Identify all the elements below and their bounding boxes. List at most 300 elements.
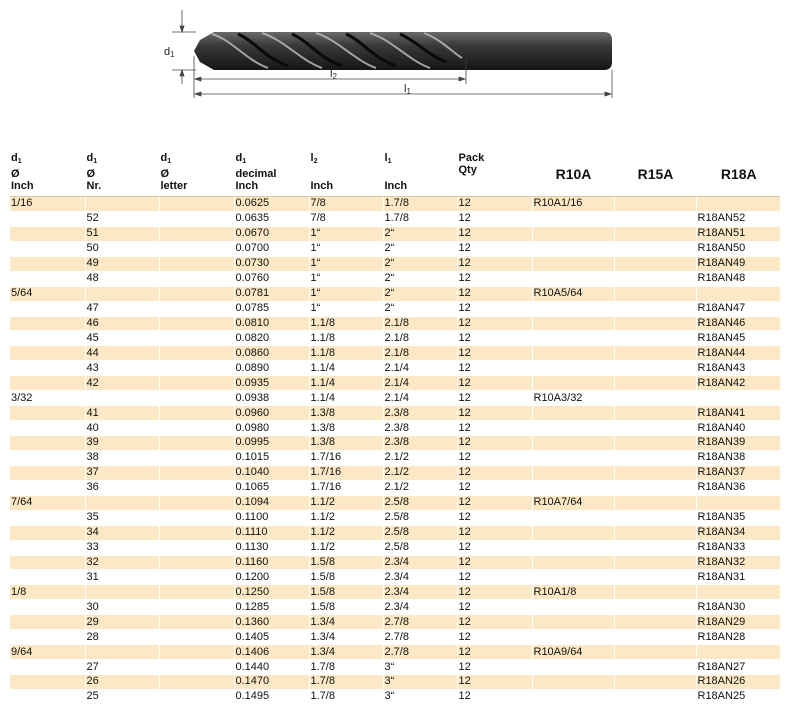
table-cell: R18AN48 (696, 271, 780, 286)
table-cell: 0.0810 (234, 316, 309, 331)
table-cell: 7/8 (309, 197, 383, 212)
table-cell (532, 376, 614, 391)
table-cell: 1.1/2 (309, 495, 383, 510)
table-cell: 0.1015 (234, 450, 309, 465)
table-cell (532, 331, 614, 346)
table-cell: 27 (85, 660, 159, 675)
table-cell (532, 540, 614, 555)
table-cell: 0.0995 (234, 436, 309, 451)
table-cell: 0.1360 (234, 615, 309, 630)
table-cell (10, 256, 85, 271)
table-cell: 12 (457, 450, 532, 465)
table-cell (532, 346, 614, 361)
table-cell (159, 450, 234, 465)
table-cell: 0.0960 (234, 406, 309, 421)
table-cell (532, 555, 614, 570)
table-cell: 12 (457, 689, 532, 704)
table-cell: 29 (85, 615, 159, 630)
table-cell (10, 226, 85, 241)
table-cell: R18AN32 (696, 555, 780, 570)
table-cell: R18AN36 (696, 480, 780, 495)
table-cell: 38 (85, 450, 159, 465)
table-cell: 45 (85, 331, 159, 346)
table-cell (532, 480, 614, 495)
table-cell (696, 286, 780, 301)
table-cell: 12 (457, 585, 532, 600)
table-cell: 2“ (383, 226, 457, 241)
table-cell: 0.1440 (234, 660, 309, 675)
table-cell (532, 570, 614, 585)
table-cell (159, 495, 234, 510)
table-cell: 1.3/8 (309, 406, 383, 421)
table-cell (614, 495, 696, 510)
header-d1-inch: $d_1$ Ø Inch (10, 152, 85, 197)
table-cell: R10A5/64 (532, 286, 614, 301)
table-cell: R18AN41 (696, 406, 780, 421)
table-cell (159, 226, 234, 241)
table-cell: 1/16 (10, 197, 85, 212)
table-row (10, 256, 780, 271)
table-cell: 12 (457, 675, 532, 690)
table-cell (10, 346, 85, 361)
table-cell: 1.5/8 (309, 555, 383, 570)
drill-specification-table (10, 152, 780, 705)
table-cell (159, 585, 234, 600)
table-cell: 12 (457, 361, 532, 376)
table-cell: 12 (457, 510, 532, 525)
table-cell: 2.7/8 (383, 645, 457, 660)
table-cell (614, 600, 696, 615)
table-cell: 7/8 (309, 211, 383, 226)
table-cell: 9/64 (10, 645, 85, 660)
l1-dimension-label: l1 (404, 83, 411, 96)
table-cell: 1.7/8 (309, 660, 383, 675)
table-cell: 1.1/2 (309, 510, 383, 525)
table-cell (10, 660, 85, 675)
table-cell: R18AN47 (696, 301, 780, 316)
table-cell (10, 450, 85, 465)
table-cell (532, 226, 614, 241)
table-cell: 1.1/8 (309, 346, 383, 361)
table-cell: R18AN40 (696, 421, 780, 436)
table-cell: 3“ (383, 675, 457, 690)
table-cell: 2.1/4 (383, 361, 457, 376)
table-row (10, 450, 780, 465)
table-cell: R18AN45 (696, 331, 780, 346)
table-cell (10, 376, 85, 391)
table-row (10, 480, 780, 495)
table-cell: 12 (457, 540, 532, 555)
table-cell (159, 241, 234, 256)
table-cell (85, 585, 159, 600)
table-cell (696, 495, 780, 510)
table-cell (159, 406, 234, 421)
table-cell: 42 (85, 376, 159, 391)
table-cell (614, 645, 696, 660)
table-cell: R18AN29 (696, 615, 780, 630)
table-cell: 0.0935 (234, 376, 309, 391)
table-cell: 48 (85, 271, 159, 286)
table-cell: 0.0785 (234, 301, 309, 316)
table-cell (614, 256, 696, 271)
table-cell (614, 480, 696, 495)
table-cell: 3“ (383, 660, 457, 675)
table-cell (159, 271, 234, 286)
table-cell: 1.5/8 (309, 600, 383, 615)
table-cell (614, 689, 696, 704)
table-cell: 0.1406 (234, 645, 309, 660)
table-row (10, 316, 780, 331)
table-cell: 0.1250 (234, 585, 309, 600)
table-cell: R18AN27 (696, 660, 780, 675)
table-cell (532, 600, 614, 615)
table-cell (532, 436, 614, 451)
table-body (10, 197, 780, 705)
table-cell: 12 (457, 316, 532, 331)
table-cell: 12 (457, 256, 532, 271)
table-cell (532, 361, 614, 376)
table-cell: R18AN39 (696, 436, 780, 451)
table-cell: 0.1200 (234, 570, 309, 585)
table-row (10, 630, 780, 645)
table-cell: 26 (85, 675, 159, 690)
table-cell: 2.1/2 (383, 465, 457, 480)
table-cell: 0.0760 (234, 271, 309, 286)
table-cell (532, 450, 614, 465)
table-cell (159, 660, 234, 675)
table-cell: 1.7/8 (383, 211, 457, 226)
table-cell: 2.1/2 (383, 480, 457, 495)
table-cell: 0.0890 (234, 361, 309, 376)
header-d1-decimal: $d_1$ decimal Inch (234, 152, 309, 197)
table-cell: 0.1040 (234, 465, 309, 480)
header-series-r10a: R10A (532, 152, 614, 197)
table-cell (10, 689, 85, 704)
table-cell: 1.7/8 (309, 689, 383, 704)
table-row (10, 286, 780, 301)
table-cell: 12 (457, 226, 532, 241)
table-row (10, 660, 780, 675)
table-cell: 5/64 (10, 286, 85, 301)
table-cell: 0.0781 (234, 286, 309, 301)
table-row (10, 436, 780, 451)
table-cell: 1.3/4 (309, 630, 383, 645)
table-cell: 1.7/16 (309, 465, 383, 480)
table-cell (532, 211, 614, 226)
table-cell: 3“ (383, 689, 457, 704)
table-cell: 2.3/4 (383, 570, 457, 585)
table-cell: 2.7/8 (383, 615, 457, 630)
table-cell: R18AN42 (696, 376, 780, 391)
table-cell (85, 495, 159, 510)
table-cell: R18AN25 (696, 689, 780, 704)
table-header-row (10, 152, 780, 197)
table-cell: 2“ (383, 241, 457, 256)
table-cell: R18AN33 (696, 540, 780, 555)
table-cell (614, 510, 696, 525)
table-row (10, 361, 780, 376)
table-cell: 0.1110 (234, 525, 309, 540)
table-cell: 39 (85, 436, 159, 451)
table-cell (10, 570, 85, 585)
table-cell: 32 (85, 555, 159, 570)
table-cell: 2.3/8 (383, 421, 457, 436)
table-cell: R18AN34 (696, 525, 780, 540)
table-cell (159, 256, 234, 271)
table-row (10, 615, 780, 630)
table-cell: 12 (457, 660, 532, 675)
table-row (10, 675, 780, 690)
table-cell: 1.1/8 (309, 331, 383, 346)
table-cell (159, 615, 234, 630)
table-cell: R10A3/32 (532, 391, 614, 406)
table-cell (532, 301, 614, 316)
table-cell (614, 406, 696, 421)
table-cell: 2.1/8 (383, 331, 457, 346)
table-cell: 1.1/4 (309, 391, 383, 406)
table-row (10, 555, 780, 570)
table-cell: 1.1/2 (309, 525, 383, 540)
table-cell (159, 376, 234, 391)
table-cell: 43 (85, 361, 159, 376)
l2-dimension-label: l2 (330, 68, 337, 81)
header-pack-qty: Pack Qty (457, 152, 532, 197)
table-cell (10, 465, 85, 480)
drill-bit-illustration (194, 32, 612, 70)
table-cell: 2.1/8 (383, 316, 457, 331)
table-cell (614, 675, 696, 690)
table-cell: 12 (457, 286, 532, 301)
table-cell (614, 241, 696, 256)
table-row (10, 211, 780, 226)
table-cell: R18AN46 (696, 316, 780, 331)
table-row (10, 271, 780, 286)
table-cell: R10A1/8 (532, 585, 614, 600)
table-cell: 50 (85, 241, 159, 256)
table-cell (159, 421, 234, 436)
table-cell (10, 480, 85, 495)
table-cell (10, 600, 85, 615)
table-cell (614, 465, 696, 480)
table-cell (159, 689, 234, 704)
table-row (10, 391, 780, 406)
table-cell: 2.3/4 (383, 600, 457, 615)
table-cell: R10A1/16 (532, 197, 614, 212)
table-cell: R18AN30 (696, 600, 780, 615)
table-row (10, 600, 780, 615)
table-row (10, 525, 780, 540)
table-cell: 31 (85, 570, 159, 585)
table-cell (10, 675, 85, 690)
table-cell: 1.1/2 (309, 540, 383, 555)
table-cell: 2“ (383, 286, 457, 301)
table-cell: 1.5/8 (309, 570, 383, 585)
drill-bit-dimension-drawing (0, 0, 790, 110)
table-cell: R18AN52 (696, 211, 780, 226)
table-cell: 0.1065 (234, 480, 309, 495)
table-cell: 1“ (309, 241, 383, 256)
table-cell (696, 645, 780, 660)
table-cell (614, 391, 696, 406)
table-cell: 1“ (309, 271, 383, 286)
table-cell: 51 (85, 226, 159, 241)
table-cell (10, 271, 85, 286)
table-cell: 2“ (383, 256, 457, 271)
table-cell: 0.1160 (234, 555, 309, 570)
table-cell: 33 (85, 540, 159, 555)
table-cell (10, 421, 85, 436)
table-cell (85, 391, 159, 406)
table-cell: 34 (85, 525, 159, 540)
header-series-r18a: R18A (696, 152, 780, 197)
table-cell: 1“ (309, 226, 383, 241)
table-cell (85, 197, 159, 212)
table-cell (532, 675, 614, 690)
table-cell: 35 (85, 510, 159, 525)
table-cell: 1.3/8 (309, 436, 383, 451)
header-d1-number: $d_1$ Ø Nr. (85, 152, 159, 197)
table-cell (614, 555, 696, 570)
table-cell (696, 391, 780, 406)
table-cell (614, 197, 696, 212)
table-cell: 12 (457, 630, 532, 645)
table-cell: R18AN35 (696, 510, 780, 525)
table-cell: 2.3/4 (383, 555, 457, 570)
table-cell (532, 689, 614, 704)
table-cell: 12 (457, 391, 532, 406)
table-cell: 12 (457, 525, 532, 540)
table-cell: 2.1/4 (383, 376, 457, 391)
table-cell (159, 555, 234, 570)
table-cell: 1“ (309, 286, 383, 301)
table-cell: 12 (457, 615, 532, 630)
table-cell (614, 660, 696, 675)
table-cell (10, 406, 85, 421)
table-row (10, 540, 780, 555)
table-cell (614, 585, 696, 600)
table-cell (10, 615, 85, 630)
table-cell: R18AN43 (696, 361, 780, 376)
table-cell (10, 555, 85, 570)
table-cell (159, 465, 234, 480)
table-cell: 49 (85, 256, 159, 271)
table-cell: 2.5/8 (383, 510, 457, 525)
table-cell: 0.0625 (234, 197, 309, 212)
table-cell: 28 (85, 630, 159, 645)
table-cell: 0.0635 (234, 211, 309, 226)
table-cell (614, 436, 696, 451)
table-cell (10, 211, 85, 226)
table-cell: 0.0938 (234, 391, 309, 406)
table-cell: 40 (85, 421, 159, 436)
table-cell (532, 406, 614, 421)
table-cell (614, 376, 696, 391)
table-cell: R18AN26 (696, 675, 780, 690)
table-cell (159, 286, 234, 301)
table-cell: 12 (457, 480, 532, 495)
table-cell: 2“ (383, 301, 457, 316)
header-series-r15a: R15A (614, 152, 696, 197)
table-cell (159, 630, 234, 645)
table-cell (159, 436, 234, 451)
table-cell (10, 510, 85, 525)
table-cell: 7/64 (10, 495, 85, 510)
table-cell (10, 630, 85, 645)
table-cell: 12 (457, 376, 532, 391)
table-cell: 36 (85, 480, 159, 495)
table-cell (614, 540, 696, 555)
table-cell (10, 436, 85, 451)
table-cell (614, 525, 696, 540)
table-cell: 46 (85, 316, 159, 331)
table-cell (614, 630, 696, 645)
table-cell: 2.1/8 (383, 346, 457, 361)
table-cell (159, 316, 234, 331)
table-cell (614, 570, 696, 585)
table-cell: 47 (85, 301, 159, 316)
table-cell: 2.7/8 (383, 630, 457, 645)
table-cell: 2.5/8 (383, 525, 457, 540)
table-row (10, 689, 780, 704)
table-cell (159, 675, 234, 690)
table-cell (10, 241, 85, 256)
table-cell: 12 (457, 271, 532, 286)
table-cell: 12 (457, 301, 532, 316)
table-cell: 12 (457, 197, 532, 212)
table-cell: 1“ (309, 301, 383, 316)
table-cell (532, 660, 614, 675)
table-cell: 0.1130 (234, 540, 309, 555)
table-cell (614, 286, 696, 301)
table-cell: 2.3/8 (383, 406, 457, 421)
table-row (10, 376, 780, 391)
table-cell: 2.5/8 (383, 540, 457, 555)
header-l1-inch: $l_1$ Inch (383, 152, 457, 197)
table-cell: 12 (457, 346, 532, 361)
table-cell (614, 316, 696, 331)
table-cell: 12 (457, 555, 532, 570)
table-cell: R18AN31 (696, 570, 780, 585)
table-cell: 2.5/8 (383, 495, 457, 510)
table-cell (532, 510, 614, 525)
table-cell (159, 480, 234, 495)
table-cell: 12 (457, 241, 532, 256)
table-cell (159, 645, 234, 660)
table-cell: 3/32 (10, 391, 85, 406)
table-cell (532, 421, 614, 436)
table-cell (532, 271, 614, 286)
table-cell (532, 525, 614, 540)
table-cell (159, 600, 234, 615)
table-row (10, 331, 780, 346)
table-cell: 25 (85, 689, 159, 704)
table-cell: 0.1405 (234, 630, 309, 645)
table-cell (614, 226, 696, 241)
table-cell: 12 (457, 331, 532, 346)
table-row (10, 406, 780, 421)
table-cell: 1.3/4 (309, 645, 383, 660)
table-cell: R18AN37 (696, 465, 780, 480)
table-cell: 12 (457, 436, 532, 451)
table-cell: R18AN49 (696, 256, 780, 271)
table-cell: 44 (85, 346, 159, 361)
table-cell: 0.1094 (234, 495, 309, 510)
table-row (10, 570, 780, 585)
table-cell (159, 301, 234, 316)
table-cell: R18AN28 (696, 630, 780, 645)
table-cell: 1.7/8 (309, 675, 383, 690)
table-row (10, 495, 780, 510)
